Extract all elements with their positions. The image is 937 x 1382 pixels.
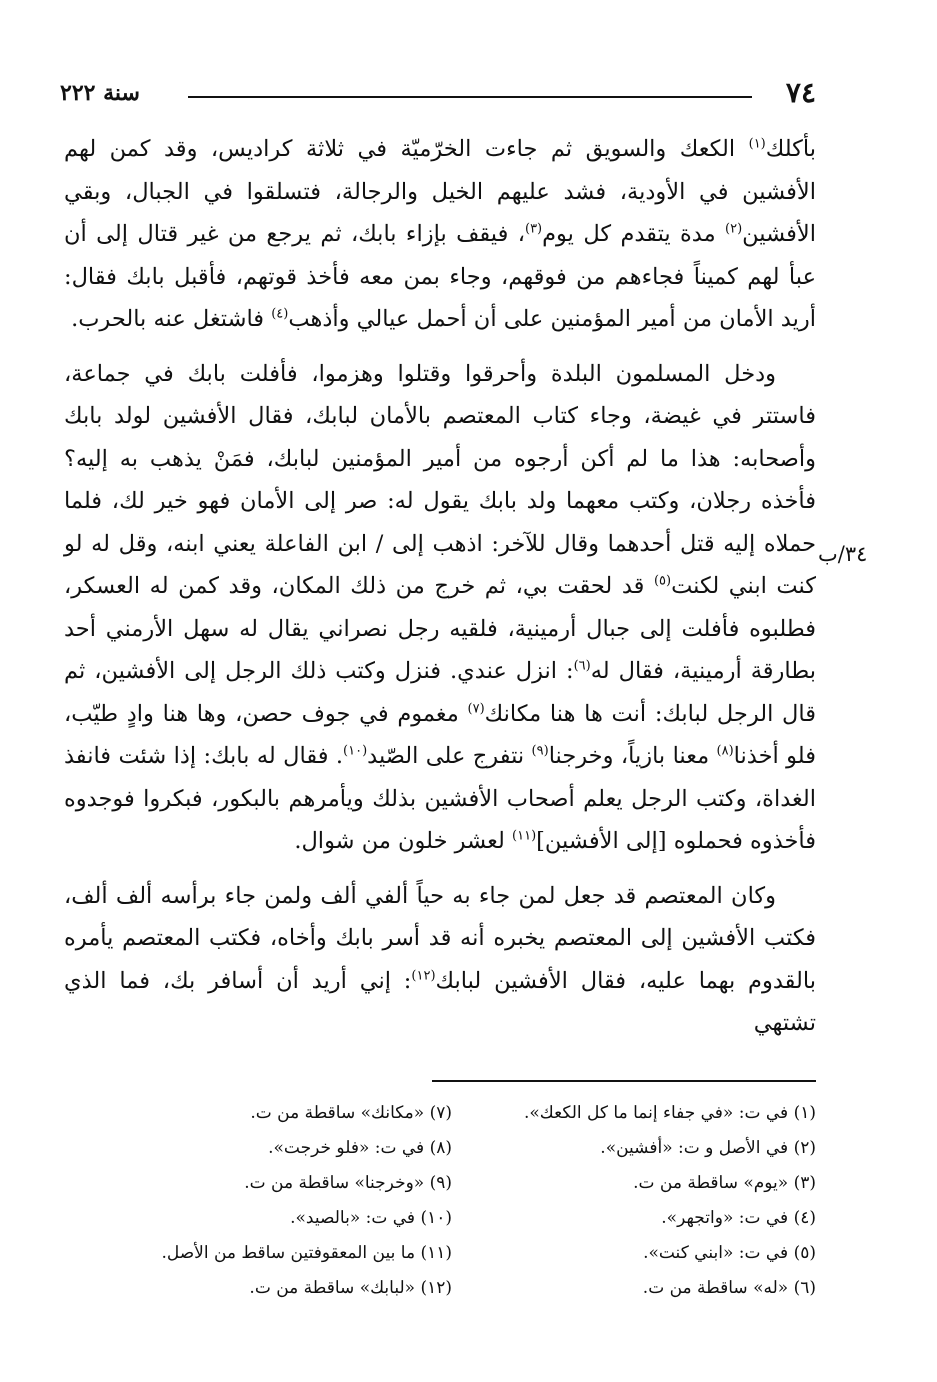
page-number: ٧٤ — [785, 76, 816, 109]
text-run: مدة يتقدم كل يوم — [542, 221, 726, 247]
footnote-marker: (٩) — [531, 743, 549, 759]
footnote-marker: (٤) — [271, 306, 289, 322]
footnote: (٤) في ت: «واتجهر». — [661, 1208, 816, 1228]
text-run: لعشر خلون من شوال. — [294, 828, 513, 854]
text-run: بأكلك — [765, 136, 816, 162]
footnote: (١٢) «لبابك» ساقطة من ت. — [249, 1278, 452, 1298]
text-run: نتفرج على الصّيد — [367, 743, 532, 769]
text-run: وكان المعتصم قد جعل لمن جاء به حياً ألفي ألف ولمن جاء برأسه ألف ألف، فكتب الأفشين إلى المعتصم يخبره أنه قد أسر بابك وأخاه، فكتب المعتصم يأمره بالقدوم بهما عليه، فقال الأفشين لبابك — [64, 882, 817, 994]
footnote-marker: (٥) — [653, 573, 672, 589]
text-run: فاشتغل عنه بالحرب. — [71, 306, 272, 332]
footnote-marker: (١١) — [512, 828, 537, 844]
footnote: (١) في ت: «في جفاء إنما ما كل الكعك». — [524, 1103, 816, 1123]
footnote-marker: (٧) — [467, 701, 485, 716]
footnote: (٨) في ت: «فلو خرجت». — [268, 1138, 452, 1158]
body-text — [64, 128, 816, 1045]
footnote-column-left — [102, 1096, 452, 1306]
footnote-marker: (٣) — [524, 221, 543, 237]
paragraph — [64, 353, 816, 863]
running-title: سنة ٢٢٢ — [60, 80, 140, 106]
footnote: (١١) ما بين المعقوفتين ساقط من الأصل. — [161, 1243, 452, 1263]
text-run: مغموم في جوف حصن، وها هنا وادٍ طيّب، فلو أخذنا — [64, 700, 816, 769]
text-run: : إني أريد أن أسافر بك، فما الذي تشتهي — [64, 967, 816, 1036]
text-run: : انزل عندي. فنزل وكتب ذلك الرجل إلى الأفشين، ثم قال الرجل لبابك: أنت ها هنا مكانك — [64, 658, 816, 727]
footnote: (٢) في الأصل و ت: «أفشين». — [600, 1138, 816, 1158]
footnote: (١٠) في ت: «بالصيد». — [290, 1208, 452, 1228]
footnote-marker: (٦) — [573, 658, 591, 674]
text-run: . فقال له بابك: إذا شئت فانفذ الغداة، وكتب الرجل يعلم أصحاب الأفشين بذلك ويأمرهم بالبكور، فبكروا فوجدوه فأخذوه فحملوه [إلى الأفشين] — [64, 743, 816, 854]
text-run: ودخل المسلمون البلدة وأحرقوا وقتلوا وهزموا، فأفلت بابك في جماعة، فاستتر في غيضة، وجاء كتاب المعتصم بالأمان لبابك، فقال الأفشين لولد بابك وأصحابه: هذا ما لم أكن أرجوه من أمير المؤمنين لبابك، فمَنْ يذهب به إليه؟ فأخذه رجلان، وكتب معهما ولد بابك يقول له: صر إلى الأمان فهو خير لك، فلما حملاه إليه قتل أحدهما وقال للآخر: اذهب إلى / ابن الفاعلة يعني ابنه، وقل له لو كنت ابني لكنت — [64, 360, 816, 599]
footnote: (٥) في ت: «ابني كنت». — [643, 1243, 816, 1263]
footnote-rule — [432, 1080, 816, 1082]
footnote: (٣) «يوم» ساقطة من ت. — [633, 1173, 816, 1193]
footnote-column-right — [466, 1096, 816, 1306]
text-run: ، فيقف بإزاء بابك، ثم يرجع من غير قتال إلى أن عبأ لهم كميناً فجاءهم من فوقهم، وجاء بمن معه فأخذ قوتهم، فأقبل بابك فقال: أريد الأمان من أمير المؤمنين على أن أحمل عيالي وأذهب — [64, 221, 816, 332]
paragraph — [64, 128, 816, 341]
footnote-marker: (١٠) — [343, 743, 368, 759]
footnote-marker: (١٢) — [411, 968, 436, 983]
text-run: الكعك والسويق ثم جاءت الخرّميّة في ثلاثة كراديس، وقد كمن لهم الأفشين في الأودية، فشد عليهم الخيل والرجالة، فتسلقوا في الجبال، وبقي الأفشين — [64, 136, 816, 247]
footnote: (٧) «مكانك» ساقطة من ت. — [250, 1103, 452, 1123]
footnote: (٦) «له» ساقطة من ت. — [642, 1278, 816, 1298]
footnote-marker: (٢) — [725, 221, 743, 237]
footnote: (٩) «وخرجنا» ساقطة من ت. — [244, 1173, 452, 1193]
text-run: قد لحقت بي، ثم خرج من ذلك المكان، وقد كمن له العسكر، فطلبوه فأفلت إلى جبال أرمينية، فلقيه رجل نصراني يقال له سهل الأرمني أحد بطارقة أرمينية، فقال له — [64, 573, 816, 684]
page-header — [60, 72, 816, 112]
paragraph — [64, 875, 816, 1045]
header-rule — [188, 96, 752, 98]
footnote-marker: (٨) — [716, 743, 734, 759]
margin-folio-note: ٣٤/ب — [818, 542, 868, 566]
footnote-marker: (١) — [748, 136, 766, 152]
text-run: معنا بازياً، وخرجنا — [548, 743, 717, 769]
